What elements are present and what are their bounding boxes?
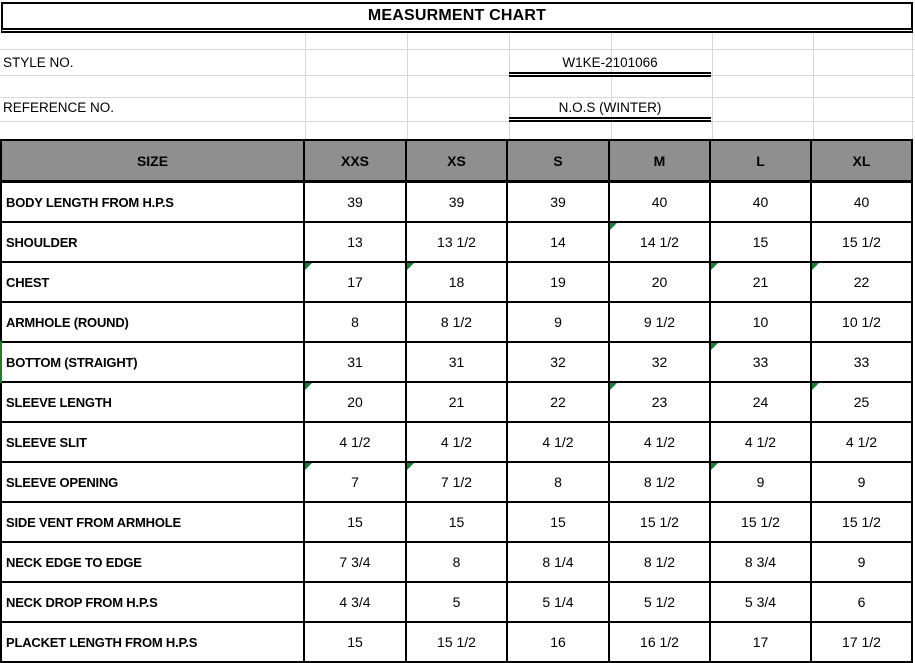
measurement-cell[interactable]: 13 (305, 223, 407, 263)
measurement-cell[interactable]: 15 1/2 (407, 623, 508, 663)
size-column-header[interactable]: SIZE (2, 141, 305, 183)
measurement-cell[interactable]: 19 (508, 263, 610, 303)
measurement-cell[interactable]: 22 (508, 383, 610, 423)
measurement-cell[interactable]: 22 (812, 263, 913, 303)
error-flag-icon (305, 263, 312, 270)
error-flag-icon (812, 383, 819, 390)
error-flag-icon (711, 343, 718, 350)
measurement-cell[interactable]: 7 (305, 463, 407, 503)
measurement-cell[interactable]: 8 (305, 303, 407, 343)
row-label[interactable]: BOTTOM (STRAIGHT) (2, 343, 305, 383)
measurement-cell[interactable]: 8 1/2 (610, 463, 711, 503)
measurement-cell[interactable]: 15 1/2 (711, 503, 812, 543)
row-label[interactable]: PLACKET LENGTH FROM H.P.S (2, 623, 305, 663)
measurement-cell[interactable]: 32 (610, 343, 711, 383)
measurement-cell[interactable]: 8 1/2 (610, 543, 711, 583)
measurement-cell[interactable]: 15 1/2 (812, 503, 913, 543)
measurement-cell[interactable]: 15 (711, 223, 812, 263)
measurement-cell[interactable]: 4 3/4 (305, 583, 407, 623)
measurement-cell[interactable]: 4 1/2 (812, 423, 913, 463)
measurement-cell[interactable]: 4 1/2 (711, 423, 812, 463)
measurement-cell[interactable]: 7 1/2 (407, 463, 508, 503)
measurement-cell[interactable]: 15 1/2 (610, 503, 711, 543)
measurement-cell[interactable]: 14 (508, 223, 610, 263)
measurement-cell[interactable]: 4 1/2 (305, 423, 407, 463)
measurement-cell[interactable]: 23 (610, 383, 711, 423)
measurement-cell[interactable]: 15 (407, 503, 508, 543)
measurement-cell[interactable]: 9 (812, 543, 913, 583)
gridline (305, 31, 306, 139)
row-label[interactable]: ARMHOLE (ROUND) (2, 303, 305, 343)
gridline (0, 121, 915, 122)
measurement-cell[interactable]: 9 (812, 463, 913, 503)
measurement-cell[interactable]: 15 (508, 503, 610, 543)
row-label[interactable]: NECK DROP FROM H.P.S (2, 583, 305, 623)
measurement-cell[interactable]: 17 (711, 623, 812, 663)
reference-no-value: N.O.S (WINTER) (558, 99, 662, 115)
gridline (0, 97, 915, 98)
reference-no-label-cell[interactable] (3, 96, 114, 118)
gridline (0, 75, 915, 76)
measurement-cell[interactable]: 10 1/2 (812, 303, 913, 343)
measurement-cell[interactable]: 8 (508, 463, 610, 503)
measurement-cell[interactable]: 16 (508, 623, 610, 663)
style-no-value-cell[interactable] (509, 52, 711, 77)
measurement-cell[interactable]: 6 (812, 583, 913, 623)
error-flag-icon (610, 223, 617, 230)
measurement-cell[interactable]: 14 1/2 (610, 223, 711, 263)
row-label[interactable]: SLEEVE OPENING (2, 463, 305, 503)
style-no-value: W1KE-2101066 (562, 54, 658, 70)
column-header-m[interactable]: M (610, 141, 711, 183)
measurement-cell[interactable]: 25 (812, 383, 913, 423)
measurement-cell[interactable]: 40 (812, 183, 913, 223)
row-label[interactable]: SHOULDER (2, 223, 305, 263)
measurement-cell[interactable]: 24 (711, 383, 812, 423)
column-header-xxs[interactable]: XXS (305, 141, 407, 183)
measurement-cell[interactable]: 15 (305, 623, 407, 663)
reference-no-label: REFERENCE NO. (3, 99, 115, 115)
measurement-cell[interactable]: 5 1/4 (508, 583, 610, 623)
measurement-cell[interactable]: 8 (407, 543, 508, 583)
style-no-label: STYLE NO. (3, 54, 74, 70)
sheet-title: MEASURMENT CHART (367, 7, 547, 24)
error-flag-icon (711, 263, 718, 270)
error-flag-icon (610, 383, 617, 390)
error-flag-icon (407, 263, 414, 270)
error-flag-icon (305, 463, 312, 470)
gridline (611, 31, 612, 139)
measurement-cell[interactable]: 5 3/4 (711, 583, 812, 623)
gridline (813, 31, 814, 139)
sheet-title-cell[interactable] (1, 2, 913, 33)
gridline (407, 31, 408, 139)
reference-no-value-cell[interactable] (509, 97, 711, 122)
measurement-table (0, 139, 913, 663)
measurement-cell[interactable]: 9 1/2 (610, 303, 711, 343)
measurement-cell[interactable]: 40 (610, 183, 711, 223)
measurement-cell[interactable]: 21 (711, 263, 812, 303)
row-label[interactable]: CHEST (2, 263, 305, 303)
measurement-cell[interactable]: 33 (812, 343, 913, 383)
measurement-cell[interactable]: 8 3/4 (711, 543, 812, 583)
measurement-cell[interactable]: 39 (305, 183, 407, 223)
measurement-cell[interactable]: 20 (610, 263, 711, 303)
row-label[interactable]: BODY LENGTH FROM H.P.S (2, 183, 305, 223)
column-header-xl[interactable]: XL (812, 141, 913, 183)
measurement-cell[interactable]: 5 1/2 (610, 583, 711, 623)
measurement-cell[interactable]: 20 (305, 383, 407, 423)
measurement-cell[interactable]: 8 1/2 (407, 303, 508, 343)
row-label[interactable]: NECK EDGE TO EDGE (2, 543, 305, 583)
row-label[interactable]: SIDE VENT FROM ARMHOLE (2, 503, 305, 543)
measurement-cell[interactable]: 32 (508, 343, 610, 383)
column-header-l[interactable]: L (711, 141, 812, 183)
measurement-cell[interactable]: 31 (305, 343, 407, 383)
measurement-cell[interactable]: 31 (407, 343, 508, 383)
measurement-cell[interactable]: 4 1/2 (407, 423, 508, 463)
error-flag-icon (305, 383, 312, 390)
measurement-cell[interactable]: 13 1/2 (407, 223, 508, 263)
column-header-xs[interactable]: XS (407, 141, 508, 183)
measurement-cell[interactable]: 4 1/2 (508, 423, 610, 463)
gridline (509, 31, 510, 139)
style-no-label-cell[interactable] (3, 51, 74, 73)
error-flag-icon (711, 463, 718, 470)
measurement-cell[interactable]: 10 (711, 303, 812, 343)
measurement-cell[interactable]: 39 (508, 183, 610, 223)
measurement-cell[interactable]: 8 1/4 (508, 543, 610, 583)
measurement-cell[interactable]: 17 1/2 (812, 623, 913, 663)
measurement-cell[interactable]: 15 1/2 (812, 223, 913, 263)
measurement-cell[interactable]: 21 (407, 383, 508, 423)
measurement-cell[interactable]: 17 (305, 263, 407, 303)
measurement-cell[interactable]: 16 1/2 (610, 623, 711, 663)
gridline (712, 31, 713, 139)
measurement-cell[interactable]: 33 (711, 343, 812, 383)
measurement-cell[interactable]: 9 (508, 303, 610, 343)
measurement-cell[interactable]: 5 (407, 583, 508, 623)
error-flag-icon (407, 463, 414, 470)
measurement-cell[interactable]: 18 (407, 263, 508, 303)
measurement-cell[interactable]: 15 (305, 503, 407, 543)
measurement-cell[interactable]: 7 3/4 (305, 543, 407, 583)
row-label[interactable]: SLEEVE SLIT (2, 423, 305, 463)
gridline (0, 49, 915, 50)
measurement-cell[interactable]: 9 (711, 463, 812, 503)
measurement-cell[interactable]: 4 1/2 (610, 423, 711, 463)
green-edge-marker (0, 341, 2, 383)
error-flag-icon (812, 263, 819, 270)
column-header-s[interactable]: S (508, 141, 610, 183)
measurement-cell[interactable]: 40 (711, 183, 812, 223)
measurement-cell[interactable]: 39 (407, 183, 508, 223)
gridline (912, 31, 913, 139)
row-label[interactable]: SLEEVE LENGTH (2, 383, 305, 423)
